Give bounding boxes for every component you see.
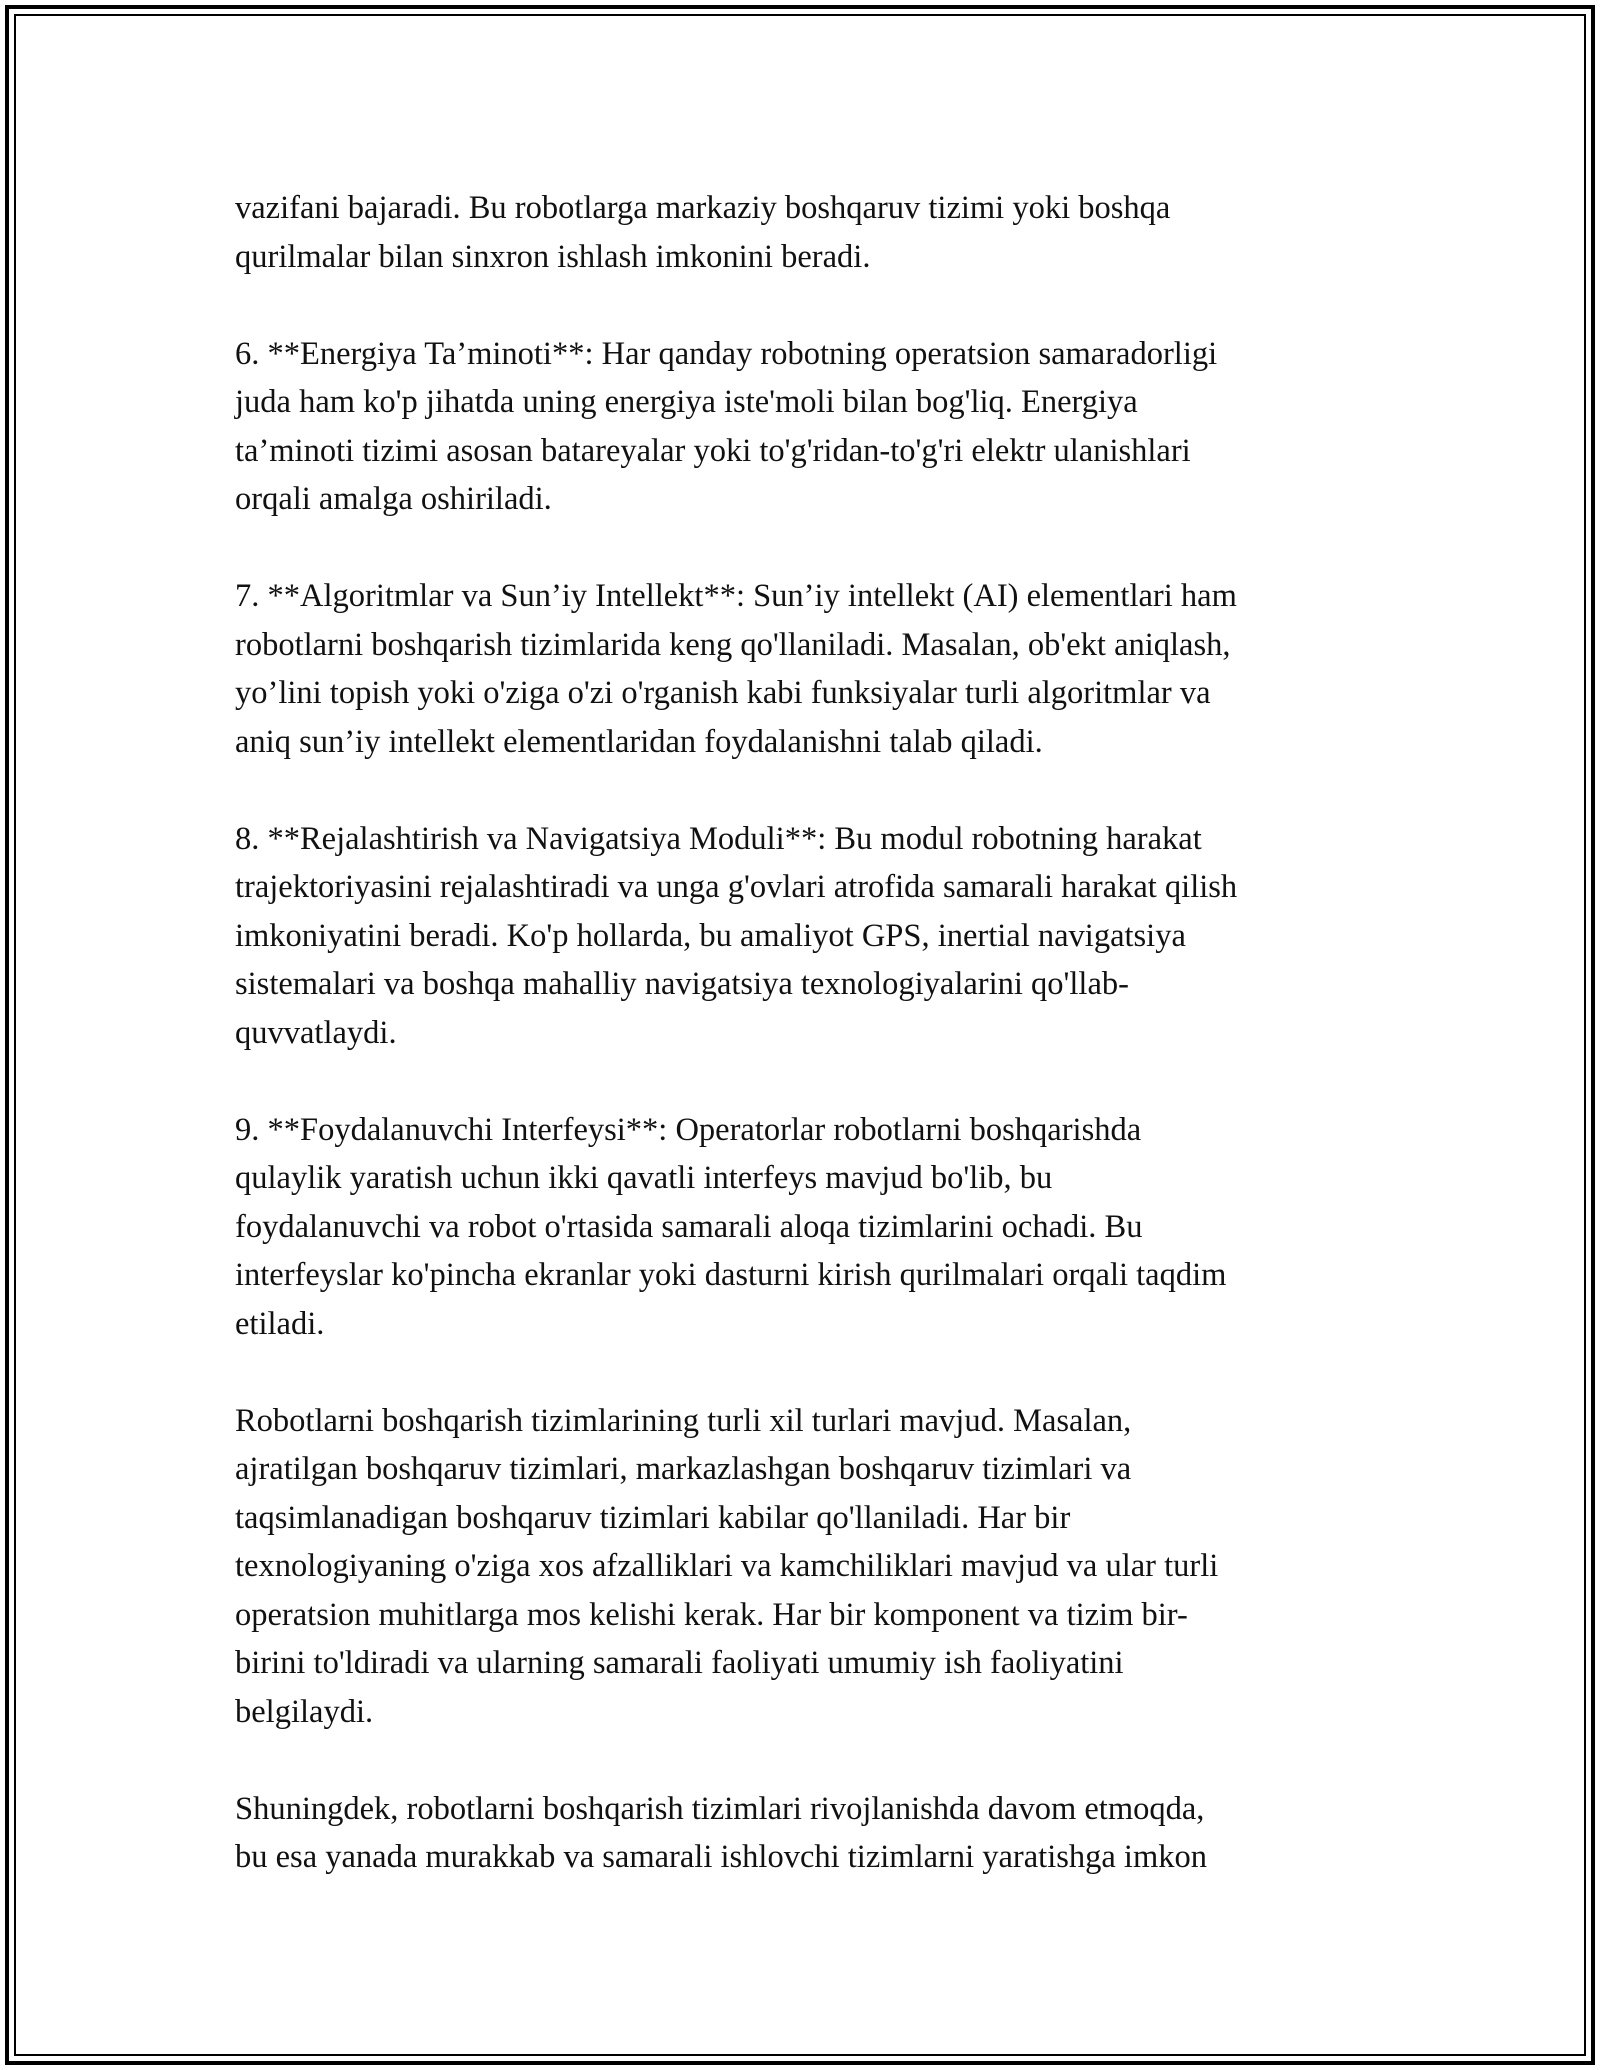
text-line: taqsimlanadigan boshqaruv tizimlari kabilar qo'llaniladi. Har bir xyxy=(235,1499,1071,1536)
text-line: qurilmalar bilan sinxron ishlash imkonini beradi. xyxy=(235,238,871,275)
text-line: orqali amalga oshiriladi. xyxy=(235,481,552,517)
paragraph-algorithms-ai xyxy=(235,572,1375,766)
paragraph-control-system-types xyxy=(235,1397,1375,1737)
text-line: yo’lini topish yoki o'ziga o'zi o'rganish kabi funksiyalar turli algoritmlar va xyxy=(235,675,1211,711)
text-line: texnologiyaning o'ziga xos afzalliklari va kamchiliklari mavjud va ular turli xyxy=(235,1548,1219,1584)
paragraph-planning-navigation xyxy=(235,815,1375,1058)
text-line: 6. **Energiya Ta’minoti**: Har qanday robotning operatsion samaradorligi xyxy=(235,335,1218,372)
text-line: Robotlarni boshqarish tizimlarining turli xil turlari mavjud. Masalan, xyxy=(235,1402,1132,1439)
text-line: birini to'ldiradi va ularning samarali faoliyati umumiy ish faoliyatini xyxy=(235,1645,1124,1681)
text-line: ta’minoti tizimi asosan batareyalar yoki to'g'ridan-to'g'ri elektr ulanishlari xyxy=(235,432,1191,469)
text-line: sistemalari va boshqa mahalliy navigatsiya texnologiyalarini qo'llab- xyxy=(235,966,1129,1002)
text-line: quvvatlaydi. xyxy=(235,1014,397,1051)
paragraph-development xyxy=(235,1785,1375,1882)
paragraph-energy-supply xyxy=(235,330,1375,524)
paragraph-user-interface xyxy=(235,1106,1375,1349)
paragraph-sync-continuation xyxy=(235,184,1375,281)
text-line: 8. **Rejalashtirish va Navigatsiya Moduli**: Bu modul robotning harakat xyxy=(235,820,1202,857)
text-line: Shuningdek, robotlarni boshqarish tizimlari rivojlanishda davom etmoqda, xyxy=(235,1790,1205,1827)
document-body xyxy=(235,184,1375,1930)
text-line: interfeyslar ko'pincha ekranlar yoki dasturni kirish qurilmalari orqali taqdim xyxy=(235,1257,1227,1293)
text-line: vazifani bajaradi. Bu robotlarga markaziy boshqaruv tizimi yoki boshqa xyxy=(235,190,1171,226)
text-line: robotlarni boshqarish tizimlarida keng qo'llaniladi. Masalan, ob'ekt aniqlash, xyxy=(235,626,1231,663)
text-line: juda ham ko'p jihatda uning energiya iste'moli bilan bog'liq. Energiya xyxy=(235,384,1138,420)
text-line: bu esa yanada murakkab va samarali ishlovchi tizimlarni yaratishga imkon xyxy=(235,1839,1207,1875)
text-line: aniq sun’iy intellekt elementlaridan foydalanishni talab qiladi. xyxy=(235,723,1043,760)
text-line: belgilaydi. xyxy=(235,1693,374,1730)
text-line: 7. **Algoritmlar va Sun’iy Intellekt**: Sun’iy intellekt (AI) elementlari ham xyxy=(235,578,1237,614)
text-line: operatsion muhitlarga mos kelishi kerak. Har bir komponent va tizim bir- xyxy=(235,1596,1188,1633)
text-line: ajratilgan boshqaruv tizimlari, markazlashgan boshqaruv tizimlari va xyxy=(235,1451,1132,1487)
text-line: 9. **Foydalanuvchi Interfeysi**: Operatorlar robotlarni boshqarishda xyxy=(235,1111,1142,1148)
text-line: trajektoriyasini rejalashtiradi va unga g'ovlari atrofida samarali harakat qilish xyxy=(235,869,1238,905)
text-line: imkoniyatini beradi. Ko'p hollarda, bu amaliyot GPS, inertial navigatsiya xyxy=(235,917,1186,954)
text-line: foydalanuvchi va robot o'rtasida samarali aloqa tizimlarini ochadi. Bu xyxy=(235,1208,1143,1245)
text-line: qulaylik yaratish uchun ikki qavatli interfeys mavjud bo'lib, bu xyxy=(235,1160,1053,1196)
text-line: etiladi. xyxy=(235,1305,325,1342)
